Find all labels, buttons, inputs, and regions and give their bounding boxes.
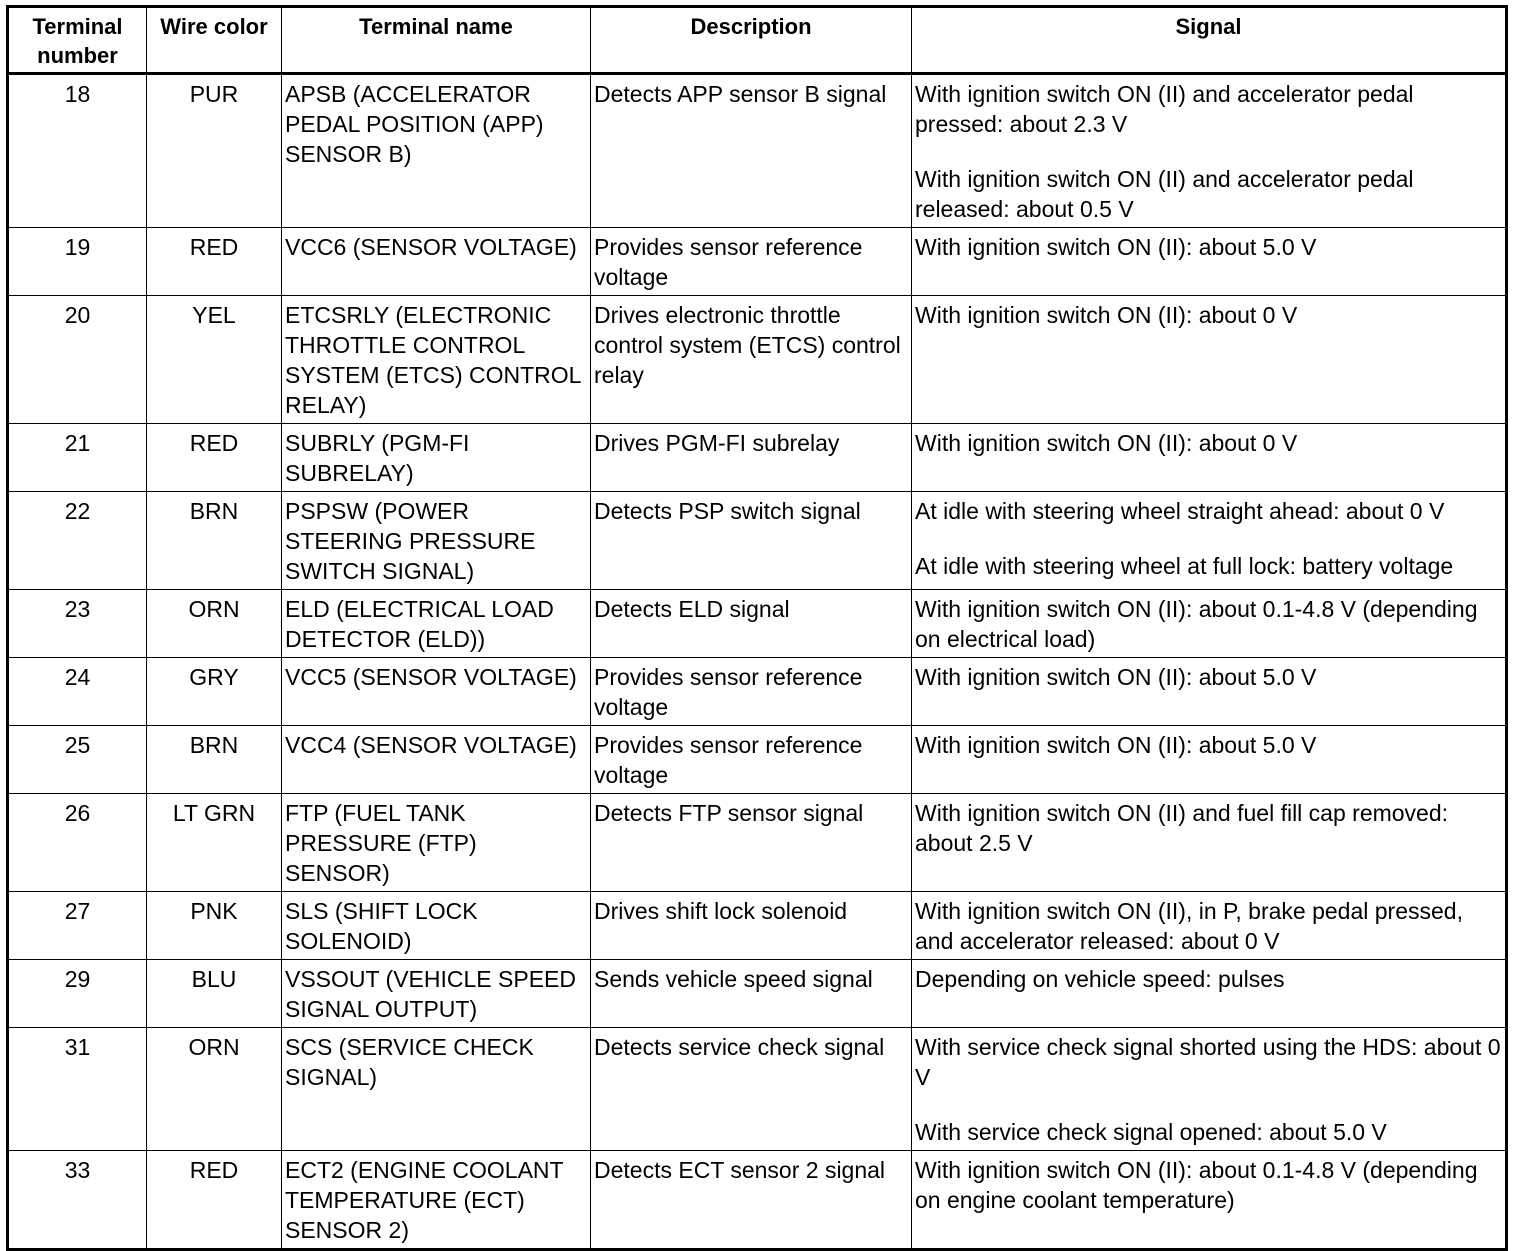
terminal-number-cell: 27 <box>8 892 147 960</box>
signal-line: With ignition switch ON (II): about 0 V <box>915 430 1298 456</box>
signal-line: At idle with steering wheel straight ahead: about 0 V <box>915 498 1445 524</box>
terminal-name-cell: APSB (ACCELERATOR PEDAL POSITION (APP) SENSOR B) <box>282 74 591 228</box>
description-cell: Provides sensor reference voltage <box>591 228 912 296</box>
terminal-name-cell: SLS (SHIFT LOCK SOLENOID) <box>282 892 591 960</box>
signal-cell <box>912 296 1507 424</box>
terminal-number-cell: 23 <box>8 590 147 658</box>
table-row <box>8 296 1507 424</box>
description-cell: Sends vehicle speed signal <box>591 960 912 1028</box>
wire-color-cell: RED <box>147 424 282 492</box>
table-row <box>8 424 1507 492</box>
description-cell: Provides sensor reference voltage <box>591 726 912 794</box>
signal-line: Depending on vehicle speed: pulses <box>915 966 1285 992</box>
table-row <box>8 590 1507 658</box>
description-cell: Drives electronic throttle control system (ETCS) control relay <box>591 296 912 424</box>
terminal-name-cell: SUBRLY (PGM-FI SUBRELAY) <box>282 424 591 492</box>
terminal-number-cell: 19 <box>8 228 147 296</box>
signal-line: With ignition switch ON (II): about 5.0 V <box>915 732 1317 758</box>
wire-color-cell: ORN <box>147 590 282 658</box>
signal-line: With ignition switch ON (II) and fuel fill cap removed: about 2.5 V <box>915 800 1449 856</box>
signal-line: With ignition switch ON (II): about 0.1-4.8 V (depending on engine coolant temperature) <box>915 1157 1478 1213</box>
wire-color-cell: LT GRN <box>147 794 282 892</box>
signal-cell <box>912 590 1507 658</box>
table-header <box>8 7 1507 74</box>
header-terminal-name: Terminal name <box>282 7 591 74</box>
terminal-number-cell: 20 <box>8 296 147 424</box>
terminal-name-cell: VCC6 (SENSOR VOLTAGE) <box>282 228 591 296</box>
wire-color-cell: RED <box>147 228 282 296</box>
terminal-name-cell: FTP (FUEL TANK PRESSURE (FTP) SENSOR) <box>282 794 591 892</box>
description-cell: Provides sensor reference voltage <box>591 658 912 726</box>
wire-color-cell: BRN <box>147 492 282 590</box>
header-terminal-number-line: Terminal <box>32 14 123 39</box>
signal-line: With ignition switch ON (II), in P, brake pedal pressed, and accelerator released: about 0 V <box>915 898 1463 954</box>
terminal-number-cell: 18 <box>8 74 147 228</box>
table-row <box>8 1151 1507 1250</box>
description-cell: Detects ECT sensor 2 signal <box>591 1151 912 1250</box>
terminal-name-cell: VSSOUT (VEHICLE SPEED SIGNAL OUTPUT) <box>282 960 591 1028</box>
table-row <box>8 1028 1507 1151</box>
terminal-number-cell: 24 <box>8 658 147 726</box>
description-cell: Detects FTP sensor signal <box>591 794 912 892</box>
terminal-name-cell: ELD (ELECTRICAL LOAD DETECTOR (ELD)) <box>282 590 591 658</box>
description-cell: Drives shift lock solenoid <box>591 892 912 960</box>
terminal-name-cell: VCC5 (SENSOR VOLTAGE) <box>282 658 591 726</box>
signal-cell <box>912 1028 1507 1151</box>
description-cell: Detects ELD signal <box>591 590 912 658</box>
terminal-table <box>6 5 1508 1251</box>
signal-cell <box>912 424 1507 492</box>
table-row <box>8 726 1507 794</box>
description-cell: Drives PGM-FI subrelay <box>591 424 912 492</box>
terminal-number-cell: 29 <box>8 960 147 1028</box>
signal-cell <box>912 228 1507 296</box>
terminal-name-cell: VCC4 (SENSOR VOLTAGE) <box>282 726 591 794</box>
terminal-name-cell: PSPSW (POWER STEERING PRESSURE SWITCH SIGNAL) <box>282 492 591 590</box>
header-row <box>8 7 1507 74</box>
header-description: Description <box>591 7 912 74</box>
wire-color-cell: PNK <box>147 892 282 960</box>
wire-color-cell: BLU <box>147 960 282 1028</box>
terminal-number-cell: 25 <box>8 726 147 794</box>
terminal-name-cell: ETCSRLY (ELECTRONIC THROTTLE CONTROL SYSTEM (ETCS) CONTROL RELAY) <box>282 296 591 424</box>
signal-line: With ignition switch ON (II) and accelerator pedal pressed: about 2.3 V <box>915 81 1414 137</box>
signal-cell <box>912 1151 1507 1250</box>
table-body <box>8 74 1507 1250</box>
table-row <box>8 960 1507 1028</box>
signal-line: With service check signal opened: about 5.0 V <box>915 1119 1387 1145</box>
table-row <box>8 228 1507 296</box>
table-row <box>8 658 1507 726</box>
signal-cell <box>912 726 1507 794</box>
signal-line: With ignition switch ON (II): about 0.1-4.8 V (depending on electrical load) <box>915 596 1478 652</box>
wire-color-cell: RED <box>147 1151 282 1250</box>
signal-cell <box>912 794 1507 892</box>
wire-color-cell: ORN <box>147 1028 282 1151</box>
terminal-number-cell: 21 <box>8 424 147 492</box>
header-signal: Signal <box>912 7 1507 74</box>
signal-cell <box>912 892 1507 960</box>
wire-color-cell: BRN <box>147 726 282 794</box>
wire-color-cell: GRY <box>147 658 282 726</box>
terminal-name-cell: ECT2 (ENGINE COOLANT TEMPERATURE (ECT) SENSOR 2) <box>282 1151 591 1250</box>
terminal-number-cell: 33 <box>8 1151 147 1250</box>
table-row <box>8 892 1507 960</box>
header-terminal-number-line: number <box>37 43 118 68</box>
description-cell: Detects PSP switch signal <box>591 492 912 590</box>
description-cell: Detects service check signal <box>591 1028 912 1151</box>
table-row <box>8 74 1507 228</box>
table-row <box>8 794 1507 892</box>
signal-line: With service check signal shorted using the HDS: about 0 V <box>915 1034 1501 1090</box>
wire-color-cell: YEL <box>147 296 282 424</box>
description-cell: Detects APP sensor B signal <box>591 74 912 228</box>
header-wire-color: Wire color <box>147 7 282 74</box>
signal-cell <box>912 658 1507 726</box>
header-terminal-number <box>8 7 147 74</box>
signal-cell <box>912 960 1507 1028</box>
terminal-number-cell: 22 <box>8 492 147 590</box>
wire-color-cell: PUR <box>147 74 282 228</box>
terminal-name-cell: SCS (SERVICE CHECK SIGNAL) <box>282 1028 591 1151</box>
signal-line: With ignition switch ON (II): about 0 V <box>915 302 1298 328</box>
terminal-number-cell: 31 <box>8 1028 147 1151</box>
table-row <box>8 492 1507 590</box>
signal-cell <box>912 74 1507 228</box>
terminal-number-cell: 26 <box>8 794 147 892</box>
signal-line: At idle with steering wheel at full lock: battery voltage <box>915 553 1454 579</box>
signal-line: With ignition switch ON (II) and accelerator pedal released: about 0.5 V <box>915 166 1414 222</box>
signal-line: With ignition switch ON (II): about 5.0 V <box>915 664 1317 690</box>
signal-cell <box>912 492 1507 590</box>
signal-line: With ignition switch ON (II): about 5.0 V <box>915 234 1317 260</box>
